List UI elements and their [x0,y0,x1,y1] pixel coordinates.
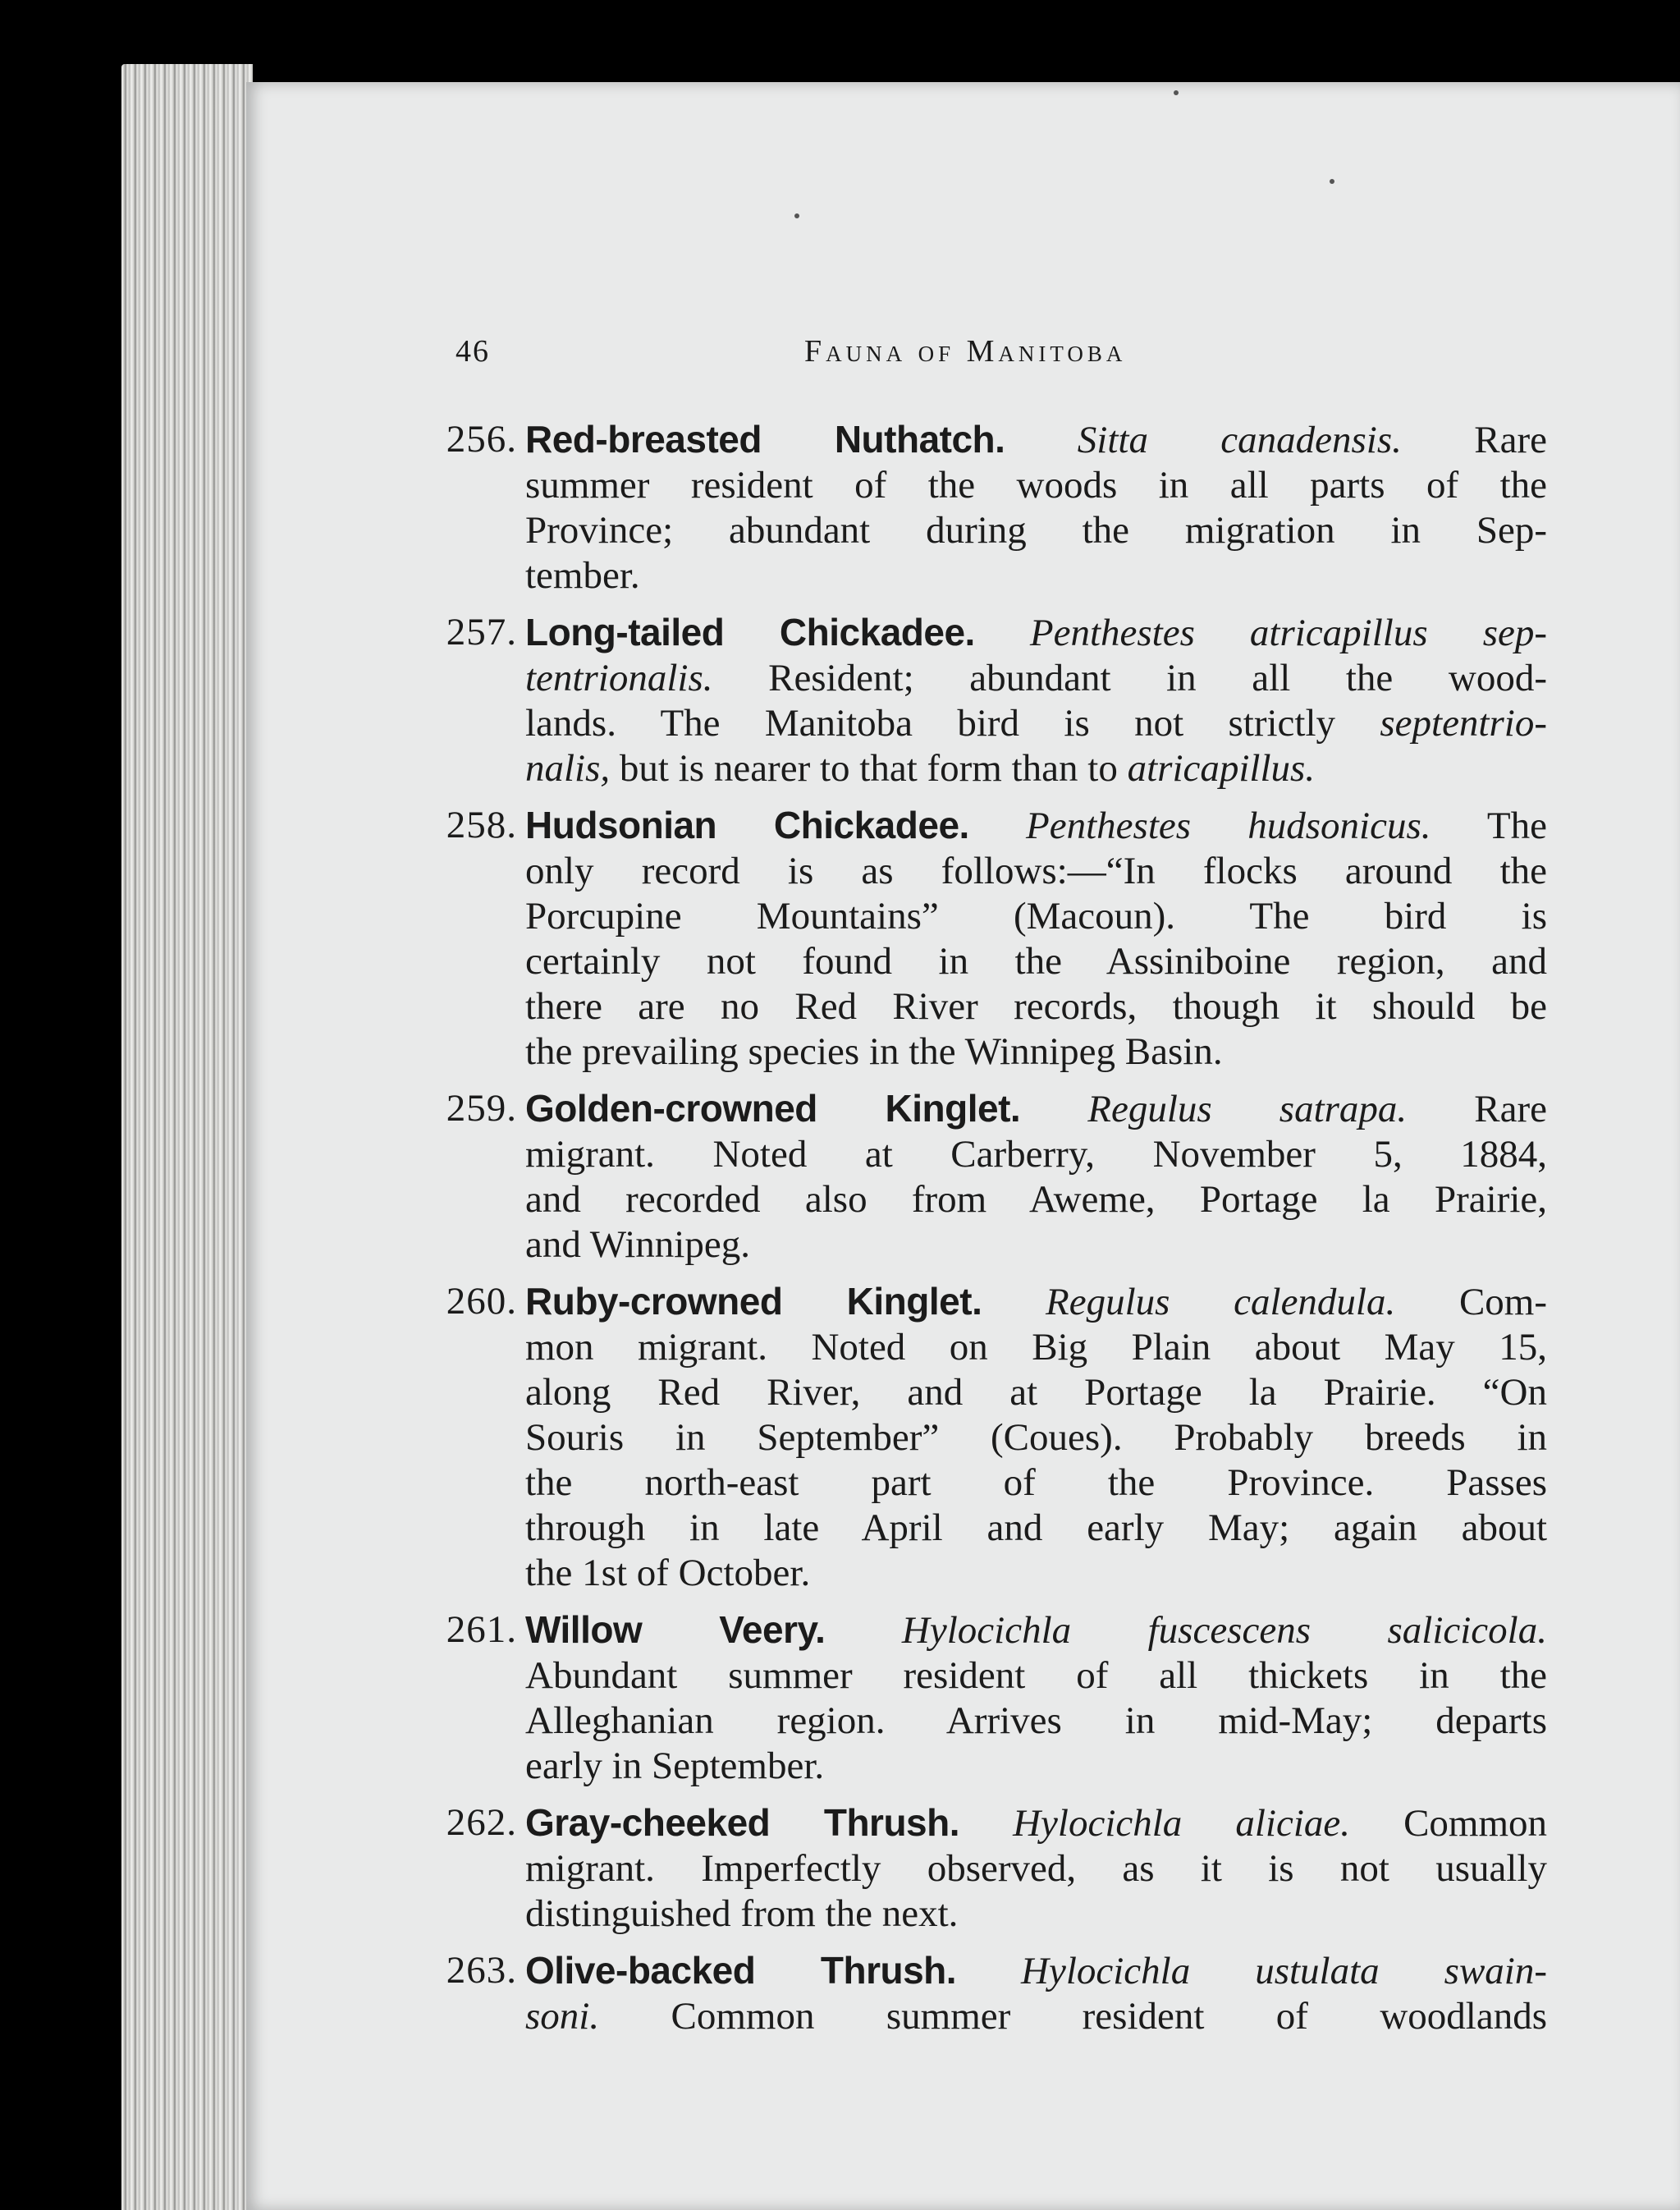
page-number: 46 [455,334,490,369]
page-header [246,333,1680,383]
species-entry [423,1279,1678,1596]
entry-number: 263. [446,1949,517,1992]
entry-text: Com- [1458,1281,1548,1323]
dust-speck [1174,90,1179,95]
entry-text: distinguished from the next. [525,1892,959,1935]
entry-text: and recorded also from Aweme, Portage la Prairie, [525,1178,1547,1221]
species-entry [423,1800,1678,1937]
entry-number: 256. [446,418,517,461]
species-entry [423,610,1678,791]
entry-text: Resident; abundant in all the wood- [768,657,1547,699]
entry-number: 262. [446,1801,517,1844]
scientific-name: tentrionalis. [525,657,713,699]
common-name: Willow Veery. [525,1608,826,1651]
scientific-name: Penthestes hudsonicus. [1026,805,1431,847]
entry-number: 261. [446,1608,517,1651]
entry-text: the 1st of October. [525,1552,811,1594]
common-name: Olive-backed Thrush. [525,1949,957,1992]
scientific-name: septentrio- [1380,702,1547,745]
entry-text: Province; abundant during the migration in Sep- [525,509,1547,552]
common-name: Red-breasted Nuthatch. [525,418,1005,461]
entry-text: there are no Red River records, though it should be [525,985,1547,1028]
entry-number: 258. [446,804,517,846]
entry-text: Abundant summer resident of all thickets in the [525,1654,1547,1697]
entry-number: 257. [446,611,517,653]
scientific-name: Hylocichla aliciae. [1013,1802,1350,1845]
entry-text: the north-east part of the Province. Passes [525,1461,1547,1504]
entry-text: the prevailing species in the Winnipeg Basin. [525,1030,1223,1073]
entry-text: Common [1403,1802,1548,1845]
entry-text: Souris in September” (Coues). Probably breeds in [525,1416,1547,1459]
book-page-edges [121,64,253,2210]
entry-text: along Red River, and at Portage la Prairie. “On [525,1371,1547,1414]
dust-speck [794,213,799,218]
species-entry [423,1948,1678,2039]
scientific-name: Regulus calendula. [1046,1281,1396,1323]
entry-text: Rare [1474,1088,1548,1130]
species-entry [423,417,1678,598]
common-name: Gray-cheeked Thrush. [525,1801,960,1844]
species-entry [423,1607,1678,1789]
entry-text: Rare [1474,419,1547,461]
running-head: Fauna of Manitoba [804,334,1127,369]
dust-speck [1330,179,1334,184]
scientific-name: Regulus satrapa. [1087,1088,1408,1130]
entry-text: tember. [525,554,640,597]
entry-text: The [1486,805,1547,847]
entry-number: 259. [446,1087,517,1130]
scientific-name: nalis, [525,747,611,790]
entry-text: migrant. Noted at Carberry, November 5, 1884, [525,1133,1547,1176]
common-name: Ruby-crowned Kinglet. [525,1280,982,1323]
scientific-name: atricapillus. [1127,747,1316,790]
entry-text: early in September. [525,1745,825,1787]
entry-text: lands. The Manitoba bird is not strictly [525,702,1380,745]
species-entry [423,803,1678,1075]
entry-text: migrant. Imperfectly observed, as it is not usually [525,1847,1547,1890]
entry-text: certainly not found in the Assiniboine region, and [525,940,1547,983]
common-name: Hudsonian Chickadee. [525,804,969,846]
common-name: Golden-crowned Kinglet. [525,1087,1021,1130]
scientific-name: Hylocichla ustulata swain- [1021,1950,1547,1992]
entry-text: Common summer resident of woodlands [599,1995,1547,2038]
entry-text: mon migrant. Noted on Big Plain about May 15, [525,1326,1547,1369]
book-page [246,82,1680,2210]
scientific-name: soni. [525,1995,600,2038]
entry-text: only record is as follows:—“In flocks around the [525,850,1547,892]
common-name: Long-tailed Chickadee. [525,611,975,653]
entry-text: Porcupine Mountains” (Macoun). The bird is [525,895,1547,938]
scientific-name: Sitta canadensis. [1077,419,1402,461]
scientific-name: Penthestes atricapillus sep- [1029,612,1547,654]
entry-text: Alleghanian region. Arrives in mid-May; departs [525,1699,1547,1742]
entry-number: 260. [446,1280,517,1323]
species-entry [423,1086,1678,1268]
entry-text: and Winnipeg. [525,1223,750,1266]
entry-text: but is nearer to that form than to [610,747,1128,790]
scientific-name: Hylocichla fuscescens salicicola. [901,1609,1547,1652]
species-list [423,417,1678,2051]
entry-text: through in late April and early May; again about [525,1506,1547,1549]
entry-text: summer resident of the woods in all parts of the [525,464,1547,507]
